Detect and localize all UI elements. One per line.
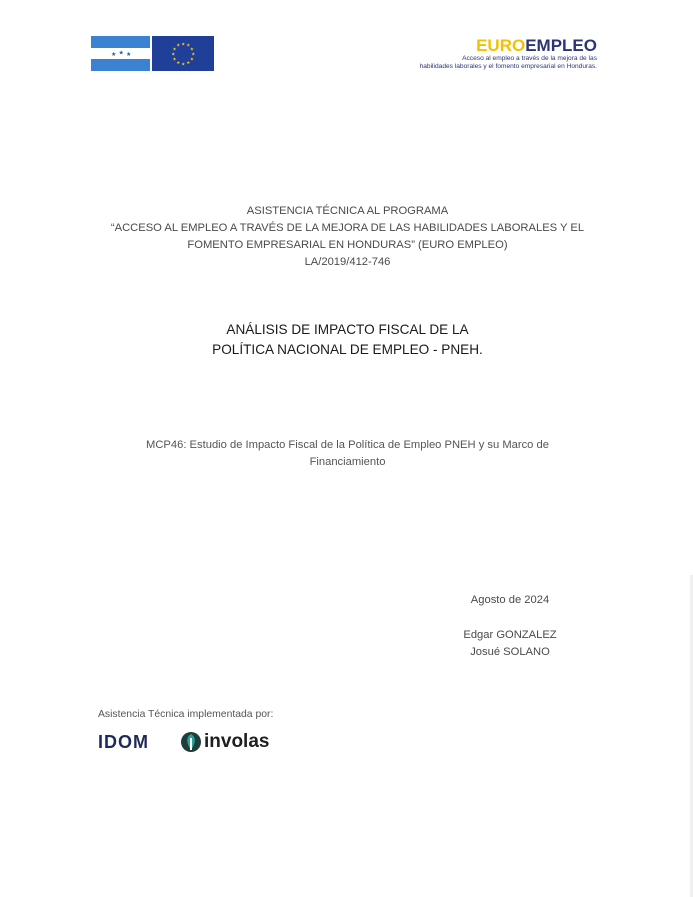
empleo-word: EMPLEO	[525, 36, 597, 55]
subtitle-line-1: MCP46: Estudio de Impacto Fiscal de la Política de Empleo PNEH y su Marco de	[146, 439, 549, 451]
tagline-line-1: Acceso al empleo a través de la mejora de las	[462, 55, 597, 62]
implementer-label: Asistencia Técnica implementada por:	[98, 709, 274, 720]
eu-star-icon: ★	[189, 47, 194, 53]
svg-text:★: ★	[118, 49, 124, 57]
eu-star-icon: ★	[172, 57, 177, 63]
eu-star-icon: ★	[189, 57, 194, 63]
eu-star-icon: ★	[176, 43, 181, 49]
document-subtitle	[100, 437, 595, 471]
euroempleo-logo	[387, 37, 597, 70]
title-line-2: POLÍTICA NACIONAL DE EMPLEO - PNEH.	[212, 342, 483, 357]
eu-star-icon: ★	[186, 43, 191, 49]
subtitle-line-2: Financiamiento	[309, 456, 386, 468]
involas-mark-icon	[180, 731, 202, 753]
program-line-1: ASISTENCIA TÉCNICA AL PROGRAMA	[246, 205, 449, 217]
svg-text:★: ★	[126, 51, 132, 58]
eu-flag-logo	[152, 36, 214, 71]
eu-star-icon: ★	[176, 60, 181, 66]
eu-star-icon: ★	[181, 42, 186, 48]
involas-logo-text: involas	[204, 731, 270, 752]
document-date: Agosto de 2024	[470, 594, 550, 606]
honduras-flag-logo	[91, 36, 150, 71]
eu-star-icon: ★	[181, 62, 186, 68]
title-line-1: ANÁLISIS DE IMPACTO FISCAL DE LA	[226, 322, 469, 337]
involas-logo	[180, 731, 269, 753]
euroempleo-tagline	[387, 55, 597, 70]
euroempleo-wordmark	[387, 37, 597, 55]
tagline-line-2: habilidades laborales y el fomento empresarial en Honduras.	[419, 62, 597, 70]
idom-logo	[98, 733, 170, 751]
author-name: Edgar GONZALEZ	[463, 629, 557, 641]
eu-star-icon: ★	[171, 52, 176, 58]
eu-star-icon: ★	[191, 52, 196, 58]
authors-block	[440, 627, 580, 661]
document-title	[100, 320, 595, 360]
eu-star-icon: ★	[172, 47, 177, 53]
eu-star-icon: ★	[186, 60, 191, 66]
program-header	[100, 203, 595, 271]
program-line-2: “ACCESO AL EMPLEO A TRAVÉS DE LA MEJORA DE LAS HABILIDADES LABORALES Y EL	[110, 222, 585, 234]
euro-word: EURO	[476, 36, 526, 55]
idom-logo-text: IDOM	[98, 733, 149, 751]
svg-text:★: ★	[111, 51, 117, 58]
program-line-4: LA/2019/412-746	[304, 256, 391, 268]
program-line-3: FOMENTO EMPRESARIAL EN HONDURAS” (EURO EMPLEO)	[187, 239, 508, 251]
author-name: Josué SOLANO	[470, 646, 550, 658]
